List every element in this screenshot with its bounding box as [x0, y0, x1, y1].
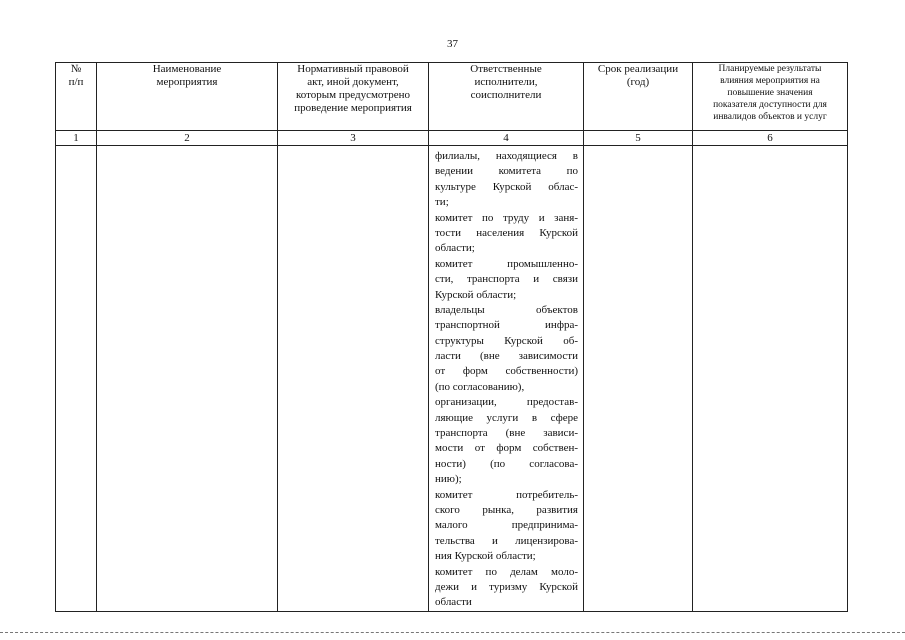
executor-text-line: области [435, 596, 472, 609]
header-col-number [56, 63, 97, 131]
header-text-line: инвалидов объектов и услуг [713, 112, 827, 122]
measures-table [55, 62, 848, 612]
executor-text-line: комитет потребитель- [435, 488, 578, 501]
executor-text-line: структуры Курской об- [435, 334, 578, 347]
executor-text-line: транспорта (вне зависи- [435, 427, 578, 440]
executor-text-line: ляющие услуги в сфере [435, 411, 578, 424]
header-text-line: акт, иной документ, [307, 76, 399, 88]
executor-text-line: ности) (по согласова- [435, 457, 578, 470]
header-col-term [584, 63, 693, 131]
executor-text-line: комитет промышленно- [435, 257, 578, 270]
header-text-line: которым предусмотрено [295, 89, 411, 101]
header-text-line: мероприятия [156, 76, 218, 88]
executor-text-line: ведении комитета по [435, 165, 578, 178]
header-text-line: показателя доступности для [713, 100, 827, 110]
executor-text-line: филиалы, находящиеся в [435, 150, 578, 162]
executor-text-line: комитет по труду и заня- [435, 211, 578, 224]
executor-text-line: сти, транспорта и связи [435, 273, 578, 286]
header-text-line: Наименование [152, 63, 222, 75]
column-number: 2 [97, 131, 278, 146]
header-text-line: проведение мероприятия [294, 102, 412, 114]
cell-legal-act [278, 146, 429, 612]
executor-text-line: дежи и туризму Курской [435, 580, 578, 593]
executor-text-line: (по согласованию), [435, 380, 525, 393]
header-col-executors [429, 63, 584, 131]
header-text-line: Срок реализации [597, 63, 679, 75]
header-text-line: п/п [68, 76, 84, 88]
executor-text-line: тельства и лицензирова- [435, 534, 578, 547]
column-number: 4 [429, 131, 584, 146]
header-text-line: Ответственные [470, 63, 542, 75]
header-col-planned-results [693, 63, 848, 131]
column-number: 1 [56, 131, 97, 146]
header-text-line: исполнители, [474, 76, 538, 88]
cell-executors [429, 146, 584, 612]
header-text-line: соисполнители [470, 89, 542, 101]
table-row [56, 146, 848, 612]
executor-text-line: тости населения Курской [435, 226, 578, 239]
executor-text-line: области; [435, 242, 475, 255]
column-number-row [56, 131, 848, 146]
executor-text-line: культуре Курской облас- [435, 180, 578, 193]
scan-edge-line [0, 632, 905, 633]
executor-text-line: организации, предостав- [435, 396, 578, 409]
header-text-line: влияния мероприятия на [720, 76, 820, 86]
header-text-line: повышение значения [727, 88, 813, 98]
column-number: 6 [693, 131, 848, 146]
column-number: 3 [278, 131, 429, 146]
header-text-line: № [70, 63, 82, 75]
executor-text-line: ти; [435, 196, 449, 209]
executor-text-line: ласти (вне зависимости [435, 350, 578, 363]
executor-text-line: Курской области; [435, 288, 517, 301]
executor-text-line: комитет по делам моло- [435, 565, 578, 578]
executor-text-line: ского рынка, развития [435, 503, 578, 516]
header-text-line: Нормативный правовой [297, 63, 409, 75]
executor-text-line: ния Курской области; [435, 550, 536, 563]
header-row [56, 63, 848, 131]
executor-text-line: мости от форм собствен- [435, 442, 578, 455]
cell-planned-results [693, 146, 848, 612]
header-text-line: (год) [626, 76, 650, 88]
header-col-measure-name [97, 63, 278, 131]
executor-text-line: транспортной инфра- [435, 319, 578, 332]
executor-text-line: владельцы объектов [435, 303, 578, 316]
header-text-line: Планируемые результаты [718, 64, 822, 74]
executor-text-line: от форм собственности) [435, 365, 578, 378]
column-number: 5 [584, 131, 693, 146]
executor-text-line: малого предпринима- [435, 519, 578, 532]
executor-text-line: нию); [435, 473, 462, 486]
cell-number [56, 146, 97, 612]
cell-measure-name [97, 146, 278, 612]
page-number: 37 [447, 38, 458, 50]
header-col-legal-act [278, 63, 429, 131]
cell-term [584, 146, 693, 612]
executors-text [429, 146, 583, 611]
